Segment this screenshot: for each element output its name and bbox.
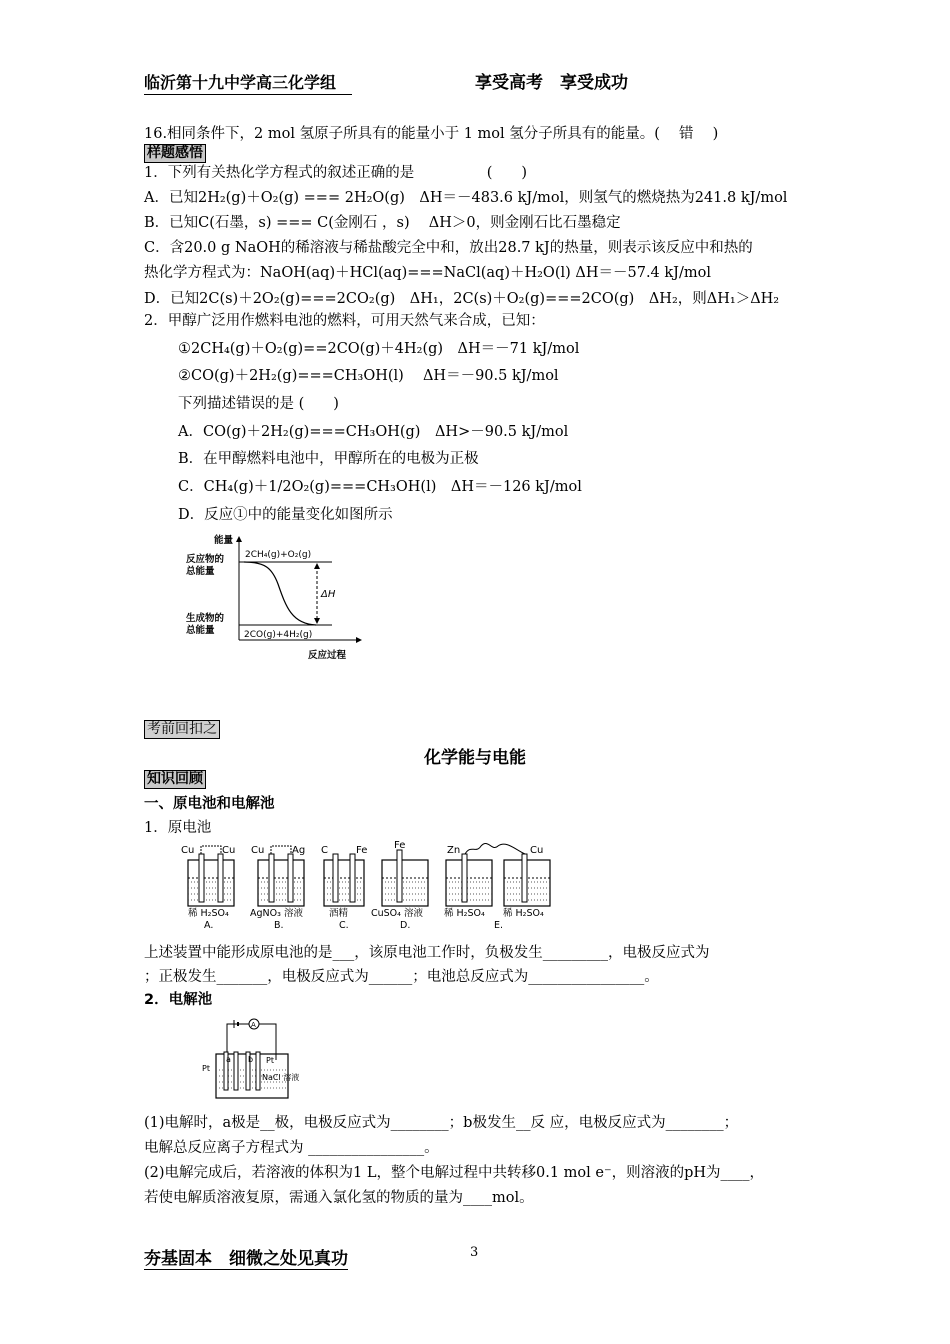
cell-b-label: B. (274, 920, 284, 931)
electrolysis-question-3: (2)电解完成后，若溶液的体积为1 L，整个电解过程中共转移0.1 mol e⁻，则溶液的pH为____， (144, 1165, 765, 1181)
cell-e-electrode-2: Cu (530, 845, 544, 856)
cell-a (181, 845, 235, 931)
electrolysis-solution: NaCl 溶液 (262, 1073, 300, 1082)
electrolysis-question-1: (1)电解时，a极是__极，电极反应式为________；b极发生__反 应，电极反应式为________； (144, 1115, 739, 1131)
energy-diagram (180, 532, 370, 664)
heading-galvanic: 1．原电池 (144, 820, 212, 836)
reactant-label-1: 反应物的 (186, 554, 225, 565)
question-16: 16.相同条件下，2 mol 氢原子所具有的能量小于 1 mol 氢分子所具有的能量。( 错 ) (144, 126, 719, 142)
q2-option-b: B．在甲醇燃料电池中，甲醇所在的电极为正极 (178, 451, 479, 467)
x-axis-arrow (356, 637, 362, 643)
sample-tag: 样题感悟 (144, 144, 206, 163)
cell-d-solution: CuSO₄ 溶液 (371, 908, 423, 919)
cell-a-label: A. (204, 920, 214, 931)
reactant-label-2: 总能量 (186, 566, 215, 577)
cell-b-electrode-2: Ag (292, 845, 306, 856)
cell-e-solution-2: 稀 H₂SO₄ (503, 908, 544, 919)
product-label-1: 生成物的 (186, 613, 225, 624)
electrode-b-label: b (248, 1055, 254, 1064)
knowledge-tag-row (144, 769, 206, 789)
product-label-2: 总能量 (186, 625, 215, 636)
delta-h-label: ΔH (321, 589, 336, 600)
pt-right-label: Pt (266, 1056, 274, 1065)
delta-h-arrow-down (314, 618, 320, 624)
q2-option-c: C．CH₄(g)＋1/2O₂(g)===CH₃OH(l) ΔH＝－126 kJ/mol (178, 479, 582, 495)
cell-d-electrode: Fe (394, 840, 406, 851)
knowledge-tag: 知识回顾 (144, 770, 206, 789)
cell-a-electrode-1: Cu (181, 845, 195, 856)
section-title: 化学能与电能 (424, 748, 526, 768)
cell-question-1: 上述装置中能形成原电池的是___，该原电池工作时，负极发生_________，电极反应式为 (144, 945, 710, 961)
y-axis-label: 能量 (214, 535, 234, 546)
cell-e-electrode-1: Zn (447, 845, 461, 856)
page-number: 3 (470, 1245, 479, 1260)
pt-left-label: Pt (202, 1064, 210, 1073)
cell-c-electrode-1: C (321, 845, 328, 856)
y-axis-arrow (236, 536, 242, 542)
heading-electrolysis: 2．电解池 (144, 992, 213, 1008)
cell-b (250, 845, 305, 931)
electrolysis-question-2: 电解总反应离子方程式为 ________________。 (144, 1140, 439, 1156)
ammeter-label: A (251, 1021, 256, 1029)
electrode-a-label: a (226, 1055, 231, 1064)
q2-reaction-1: ①2CH₄(g)＋O₂(g)==2CO(g)＋4H₂(g) ΔH＝－71 kJ/mol (178, 341, 580, 357)
products-formula: 2CO(g)+4H₂(g) (244, 630, 313, 640)
cell-a-solution: 稀 H₂SO₄ (188, 908, 229, 919)
review-tag: 考前回扣之 (144, 720, 220, 739)
cell-a-electrode-2: Cu (222, 845, 236, 856)
delta-h-arrow-up (314, 563, 320, 569)
cell-b-solution: AgNO₃ 溶液 (250, 908, 303, 919)
q1-stem: 1．下列有关热化学方程式的叙述正确的是 ( ) (144, 165, 528, 181)
q2-option-a: A．CO(g)＋2H₂(g)===CH₃OH(g) ΔH>－90.5 kJ/mol (178, 424, 569, 440)
q2-option-d: D．反应①中的能量变化如图所示 (178, 507, 393, 523)
q1-option-c-line1: C．含20.0 g NaOH的稀溶液与稀盐酸完全中和，放出28.7 kJ的热量，则表示该反应中和热的 (144, 240, 753, 256)
q1-option-c-line2: 热化学方程式为：NaOH(aq)＋HCl(aq)===NaCl(aq)＋H₂O(l) ΔH＝－57.4 kJ/mol (144, 265, 711, 281)
cell-c-solution: 酒精 (329, 908, 349, 919)
reactants-formula: 2CH₄(g)+O₂(g) (245, 550, 312, 560)
q1-option-a: A．已知2H₂(g)＋O₂(g) === 2H₂O(g) ΔH＝－483.6 kJ/mol，则氢气的燃烧热为241.8 kJ/mol (144, 190, 788, 206)
q2-ask: 下列描述错误的是 ( ) (178, 396, 339, 412)
footer-motto: 夯基固本 细微之处见真功 (144, 1244, 348, 1270)
q1-option-b: B．已知C(石墨，s) === C(金刚石 ，s) ΔH＞0，则金刚石比石墨稳定 (144, 215, 621, 231)
sample-tag-row (144, 143, 206, 163)
cell-question-2: ；正极发生_______，电极反应式为______；电池总反应式为________________。 (144, 969, 659, 985)
cell-c-label: C. (339, 920, 349, 931)
electrolysis-question-4: 若使电解质溶液复原，需通入氯化氢的物质的量为____mol。 (144, 1190, 534, 1206)
energy-curve (244, 562, 316, 625)
cell-c-electrode-2: Fe (356, 845, 368, 856)
cell-e-label: E. (494, 920, 504, 931)
q2-reaction-2: ②CO(g)＋2H₂(g)===CH₃OH(l) ΔH＝－90.5 kJ/mol (178, 368, 559, 384)
heading-cells: 一、原电池和电解池 (144, 796, 275, 812)
header-school: 临沂第十九中学高三化学组 (144, 70, 352, 95)
cell-d-label: D. (400, 920, 411, 931)
electrolysis-figure (196, 1014, 316, 1106)
q1-option-d: D．已知2C(s)＋2O₂(g)===2CO₂(g) ΔH₁，2C(s)＋O₂(g)===2CO(g) ΔH₂，则ΔH₁＞ΔH₂ (144, 291, 780, 307)
galvanic-cells-figure (176, 840, 556, 932)
q2-stem: 2．甲醇广泛用作燃料电池的燃料，可用天然气来合成，已知： (144, 313, 545, 329)
cell-b-electrode-1: Cu (251, 845, 265, 856)
cell-e (444, 843, 550, 931)
header-motto: 享受高考 享受成功 (475, 73, 628, 93)
cell-e-solution-1: 稀 H₂SO₄ (444, 908, 485, 919)
cell-d (371, 840, 428, 931)
cell-c (321, 845, 367, 931)
review-tag-row (144, 719, 220, 739)
x-axis-label: 反应过程 (308, 650, 347, 661)
